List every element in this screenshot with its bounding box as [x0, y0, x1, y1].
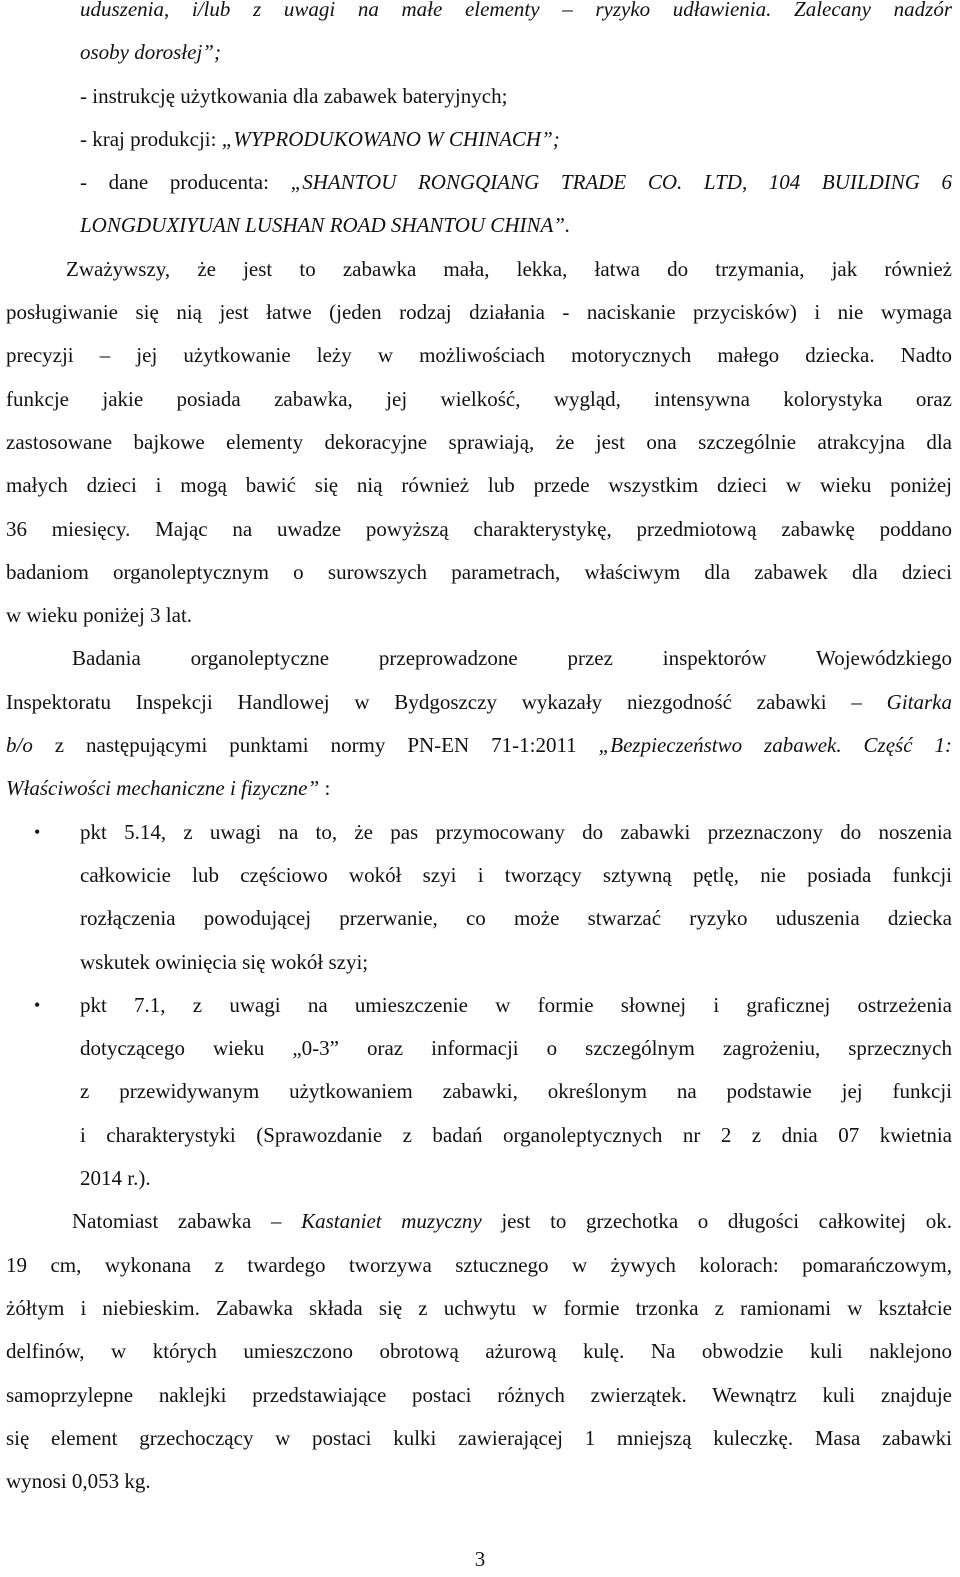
paragraph-line: żółtym i niebieskim. Zabawka składa się z uchwytu w formie trzonka z ramionami w kształcie: [6, 1295, 952, 1320]
paragraph-line: małych dzieci i mogą bawić się nią również lub przede wszystkim dzieci w wieku poniżej: [6, 473, 952, 498]
list-item-line: • pkt 7.1, z uwagi na umieszczenie w formie słownej i graficznej ostrzeżenia: [6, 984, 952, 1027]
top-list: [6, 0, 952, 248]
list-item-line: 2014 r.).: [80, 1166, 151, 1191]
paragraph-line: funkcje jakie posiada zabawka, jej wielkość, wygląd, intensywna kolorystyka oraz: [6, 386, 952, 411]
paragraph-line: Właściwości mechaniczne i fizyczne” :: [6, 776, 331, 801]
paragraph-line: 36 miesięcy. Mając na uwadze powyższą charakterystykę, przedmiotową zabawkę poddano: [6, 516, 952, 541]
paragraph-toy-characteristics: [6, 248, 952, 638]
paragraph-line: w wieku poniżej 3 lat.: [6, 603, 193, 628]
top-list-line: - kraj produkcji: „WYPRODUKOWANO W CHINACH”;: [80, 126, 560, 151]
list-item-line: wskutek owinięcia się wokół szyi;: [80, 949, 369, 974]
nonconformity-list: [6, 811, 952, 1201]
paragraph-inspection-results: [6, 637, 952, 810]
top-list-line: - instrukcję użytkowania dla zabawek bateryjnych;: [80, 83, 508, 108]
paragraph-line: b/o z następującymi punktami normy PN-EN 71-1:2011 „Bezpieczeństwo zabawek. Część 1:: [6, 733, 952, 758]
paragraph-line: badaniom organoleptycznym o surowszych parametrach, właściwym dla zabawek dla dzieci: [6, 559, 952, 584]
paragraph-line: 19 cm, wykonana z twardego tworzywa sztucznego w żywych kolorach: pomarańczowym,: [6, 1252, 952, 1277]
paragraph-line: precyzji – jej użytkowanie leży w możliwościach motorycznych małego dziecka. Nadto: [6, 343, 952, 368]
paragraph-line: Natomiast zabawka – Kastaniet muzyczny jest to grzechotka o długości całkowitej ok.: [72, 1209, 952, 1234]
list-item-line: i charakterystyki (Sprawozdanie z badań organoleptycznych nr 2 z dnia 07 kwietnia: [80, 1122, 952, 1147]
top-list-line: osoby dorosłej”;: [80, 40, 221, 65]
paragraph-castanets-description: [6, 1200, 952, 1503]
list-item-line: dotyczącego wieku „0-3” oraz informacji o szczególnym zagrożeniu, sprzecznych: [80, 1036, 952, 1061]
paragraph-line: Inspektoratu Inspekcji Handlowej w Bydgoszczy wykazały niezgodność zabawki – Gitarka: [6, 689, 952, 714]
bullet-icon: •: [34, 994, 41, 1015]
page-number: 3: [474, 1547, 486, 1571]
top-list-line: LONGDUXIYUAN LUSHAN ROAD SHANTOU CHINA”.: [80, 213, 571, 238]
paragraph-line: Zważywszy, że jest to zabawka mała, lekka, łatwa do trzymania, jak również: [66, 256, 952, 281]
bullet-icon: •: [34, 821, 41, 842]
list-item-line: • pkt 5.14, z uwagi na to, że pas przymocowany do zabawki przeznaczony do noszenia: [6, 811, 952, 854]
list-item-line: całkowicie lub częściowo wokół szyi i tworzący sztywną pętlę, nie posiada funkcji: [80, 862, 952, 887]
paragraph-line: się element grzechoczący w postaci kulki zawierającej 1 mniejszą kuleczkę. Masa zabawki: [6, 1425, 952, 1450]
top-list-line: uduszenia, i/lub z uwagi na małe elementy – ryzyko udławienia. Zalecany nadzór: [80, 0, 952, 21]
paragraph-line: posługiwanie się nią jest łatwe (jeden rodzaj działania - naciskanie przycisków) i nie wymaga: [6, 300, 952, 325]
top-list-line: - dane producenta: „SHANTOU RONGQIANG TRADE CO. LTD, 104 BUILDING 6: [80, 170, 952, 195]
paragraph-line: zastosowane bajkowe elementy dekoracyjne sprawiają, że jest ona szczególnie atrakcyjna dla: [6, 429, 952, 454]
list-item-line: rozłączenia powodującej przerwanie, co może stwarzać ryzyko uduszenia dziecka: [80, 906, 952, 931]
document-page: [6, 0, 952, 1503]
list-item-line: z przewidywanym użytkowaniem zabawki, określonym na podstawie jej funkcji: [80, 1079, 952, 1104]
list-item: [6, 811, 952, 984]
paragraph-line: wynosi 0,053 kg.: [6, 1469, 151, 1494]
paragraph-line: delfinów, w których umieszczono obrotową ażurową kulę. Na obwodzie kuli naklejono: [6, 1339, 952, 1364]
paragraph-line: samoprzylepne naklejki przedstawiające postaci różnych zwierzątek. Wewnątrz kuli znajduje: [6, 1382, 952, 1407]
list-item: [6, 984, 952, 1200]
paragraph-line: Badania organoleptyczne przeprowadzone przez inspektorów Wojewódzkiego: [72, 646, 952, 671]
